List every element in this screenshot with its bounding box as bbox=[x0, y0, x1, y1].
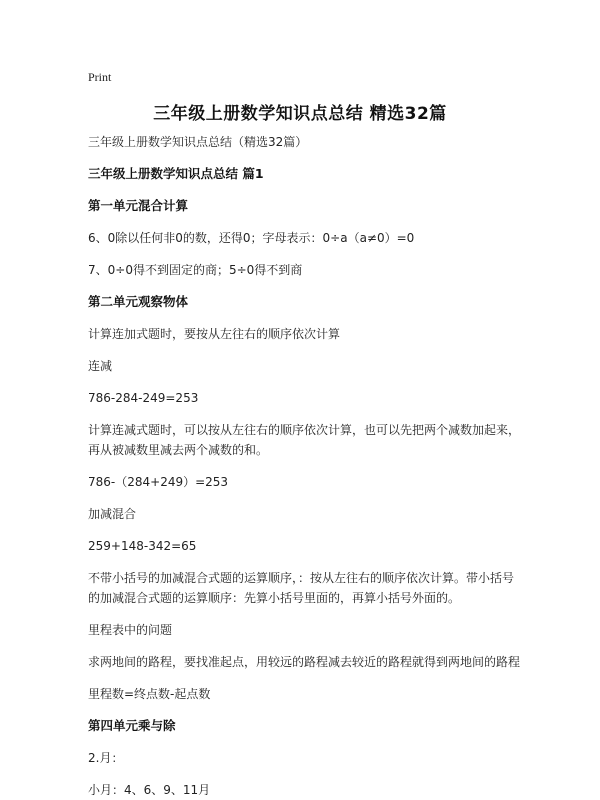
section-title: 三年级上册数学知识点总结 篇1 bbox=[88, 166, 264, 181]
unit2-p1: 计算连加式题时，要按从左往右的顺序依次计算 bbox=[88, 327, 341, 341]
unit2-p8 bbox=[88, 568, 528, 608]
intro-text: 三年级上册数学知识点总结（精选32篇） bbox=[88, 135, 308, 149]
unit2-p5: 786-（284+249）=253 bbox=[88, 475, 229, 489]
unit2-p10: 求两地间的路程，要找准起点，用较远的路程减去较近的路程就得到两地间的路程 bbox=[88, 655, 521, 669]
unit2-p4 bbox=[88, 420, 528, 460]
unit2-heading: 第二单元观察物体 bbox=[88, 294, 189, 309]
unit2-p8-line1: 不带小括号的加减混合式题的运算顺序，：按从左往右的顺序依次计算。带小括号 bbox=[88, 571, 515, 585]
unit2-p8-line2: 的加减混合式题的运算顺序：先算小括号里面的，再算小括号外面的。 bbox=[88, 591, 461, 605]
unit2-p11: 里程数=终点数-起点数 bbox=[88, 687, 211, 701]
unit2-p4-line2: 再从被减数里减去两个减数的和。 bbox=[88, 443, 269, 457]
unit4-p1: 2.月： bbox=[88, 751, 124, 765]
unit1-line1: 6、0除以任何非0的数，还得0；字母表示：0÷a（a≠0）=0 bbox=[88, 231, 415, 245]
unit2-p2: 连减 bbox=[88, 359, 113, 373]
unit2-p3: 786-284-249=253 bbox=[88, 391, 199, 405]
unit1-line2: 7、0÷0得不到固定的商；5÷0得不到商 bbox=[88, 263, 303, 277]
unit2-p7: 259+148-342=65 bbox=[88, 539, 197, 553]
unit2-p9: 里程表中的问题 bbox=[88, 623, 173, 637]
unit4-p2: 小月：4、6、9、11月 bbox=[88, 783, 211, 797]
unit4-heading: 第四单元乘与除 bbox=[88, 718, 176, 733]
unit2-p6: 加减混合 bbox=[88, 507, 137, 521]
document-body bbox=[88, 132, 528, 800]
page-title: 三年级上册数学知识点总结 精选32篇 bbox=[153, 104, 447, 124]
unit2-p4-line1: 计算连减式题时，可以按从左往右的顺序依次计算，也可以先把两个减数加起来， bbox=[88, 423, 521, 437]
print-label[interactable]: Print bbox=[88, 70, 112, 84]
unit1-heading: 第一单元混合计算 bbox=[88, 198, 189, 213]
